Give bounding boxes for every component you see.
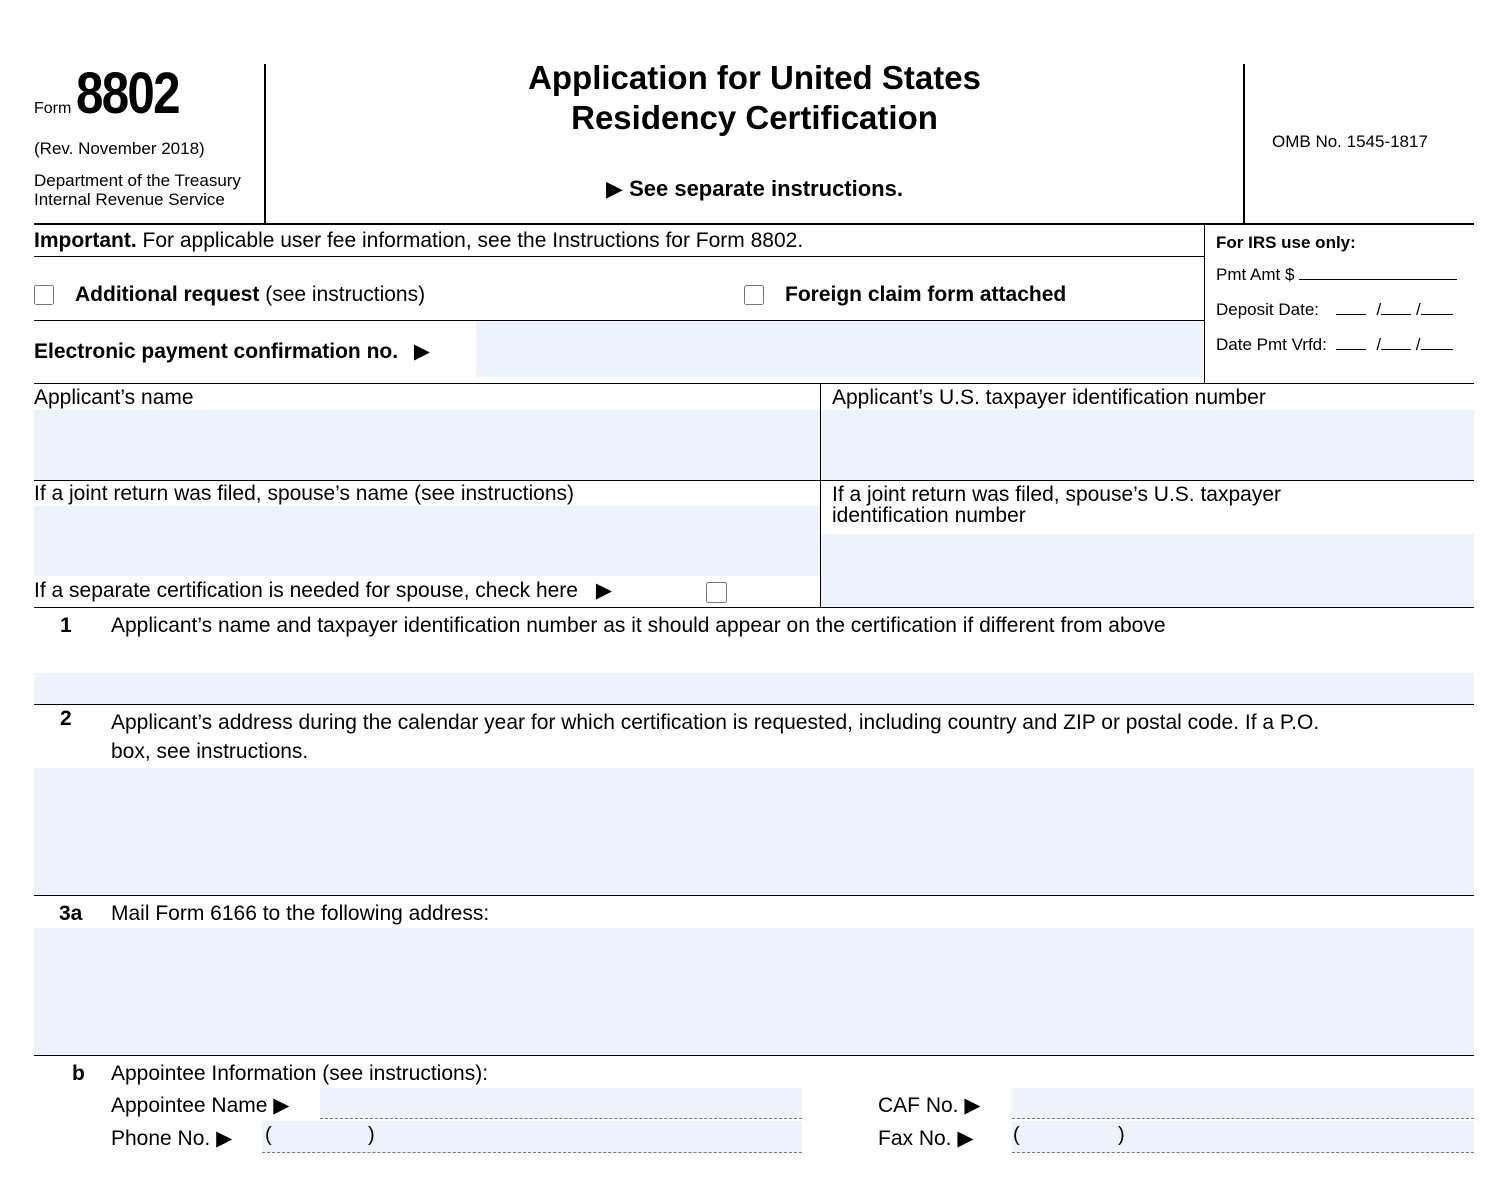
payment-confirmation-input[interactable] <box>476 321 1203 377</box>
header-divider-right <box>1243 64 1245 223</box>
phone-number-field <box>262 1121 802 1153</box>
irs-vrfd-slash1: / <box>1376 335 1382 354</box>
line3a-label: Mail Form 6166 to the following address: <box>111 902 490 925</box>
additional-request-checkbox[interactable] <box>34 285 54 305</box>
spouse-name-input[interactable] <box>34 506 820 576</box>
payment-rule <box>34 383 1474 384</box>
fax-paren-close: ) <box>1118 1124 1125 1146</box>
see-instructions <box>266 176 1243 202</box>
payment-confirmation-text: Electronic payment confirmation no. <box>34 340 399 363</box>
line2-input[interactable] <box>34 768 1474 895</box>
irs-use-divider <box>1204 225 1205 383</box>
irs-date-pmt-vrfd-label: Date Pmt Vrfd: <box>1216 335 1327 354</box>
form-title-line1: Application for United States <box>528 59 981 96</box>
phone-paren-close: ) <box>368 1124 375 1146</box>
payment-confirmation-label <box>34 339 430 364</box>
irs-deposit-year-blank <box>1421 300 1453 315</box>
irs-date-pmt-vrfd <box>1216 335 1453 355</box>
fax-number-label: Fax No. ▶ <box>878 1127 974 1150</box>
foreign-claim-checkbox[interactable] <box>744 285 764 305</box>
additional-request-rest: (see instructions) <box>265 283 426 306</box>
line3b-number: b <box>72 1062 85 1085</box>
separate-certification-text: If a separate certification is needed for spouse, check here <box>34 579 578 602</box>
applicant-tin-label: Applicant’s U.S. taxpayer identification number <box>832 386 1266 409</box>
arrow-right-icon: ▶ <box>413 340 431 363</box>
irs-pmt-amt-label: Pmt Amt $ <box>1216 265 1295 284</box>
irs-vrfd-slash2: / <box>1415 335 1421 354</box>
applicant-rule <box>34 480 1474 481</box>
fax-number-field <box>1012 1121 1474 1153</box>
form-revision: (Rev. November 2018) <box>34 139 205 158</box>
line1-rule <box>34 704 1474 705</box>
irs-pmt-amt-blank <box>1299 265 1457 280</box>
irs-vrfd-year-blank <box>1421 335 1453 350</box>
important-note <box>34 229 803 253</box>
irs-deposit-slash1: / <box>1376 300 1382 319</box>
line1-number: 1 <box>60 614 72 637</box>
form-title-line2: Residency Certification <box>571 99 938 136</box>
irs-pmt-amt <box>1216 265 1457 285</box>
see-instructions-text: See separate instructions. <box>629 176 903 201</box>
irs-deposit-date-label: Deposit Date: <box>1216 300 1319 319</box>
applicant-tin-input[interactable] <box>821 410 1474 480</box>
additional-request-label <box>75 283 425 307</box>
arrow-right-icon: ▶ <box>606 176 623 201</box>
important-bold: Important. <box>34 229 137 252</box>
applicant-bottom-rule <box>34 607 1474 608</box>
spouse-tin-label <box>832 484 1281 526</box>
spouse-name-label: If a joint return was filed, spouse’s name (see instructions) <box>34 482 575 505</box>
phone-number-input[interactable] <box>276 1123 796 1149</box>
foreign-claim-label: Foreign claim form attached <box>785 283 1067 306</box>
line2-number: 2 <box>60 707 72 730</box>
irs-deposit-day-blank <box>1381 300 1411 315</box>
separate-certification-checkbox[interactable] <box>706 582 727 603</box>
line3a-input[interactable] <box>34 928 1474 1055</box>
phone-number-label: Phone No. ▶ <box>111 1127 233 1150</box>
line3a-rule <box>34 1055 1474 1056</box>
irs-deposit-month-blank <box>1336 300 1366 315</box>
spouse-tin-input[interactable] <box>821 534 1474 607</box>
irs-deposit-slash2: / <box>1415 300 1421 319</box>
form-label <box>34 60 197 127</box>
line2-label-line1: Applicant’s address during the calendar year for which certification is requested, including country and ZIP or postal code. If a P.O. <box>111 711 1320 734</box>
fax-number-input[interactable] <box>1024 1123 1468 1149</box>
line1-label: Applicant’s name and taxpayer identification number as it should appear on the certification if different from above <box>111 614 1166 637</box>
form-number: 8802 <box>75 61 179 126</box>
irs-name: Internal Revenue Service <box>34 190 225 209</box>
line3a-number: 3a <box>59 902 83 925</box>
appointee-name-input[interactable] <box>320 1088 802 1119</box>
important-rule <box>34 256 1204 257</box>
irs-use-title: For IRS use only: <box>1216 233 1356 252</box>
spouse-tin-label-line2: identification number <box>832 504 1026 527</box>
form-word: Form <box>34 100 72 117</box>
applicant-name-label: Applicant’s name <box>34 386 194 409</box>
fax-paren-open: ( <box>1013 1124 1020 1146</box>
arrow-right-icon: ▶ <box>595 579 612 602</box>
line2-label-line2: box, see instructions. <box>111 740 309 763</box>
irs-vrfd-day-blank <box>1381 335 1411 350</box>
line2-rule <box>34 895 1474 896</box>
important-text: For applicable user fee information, see the Instructions for Form 8802. <box>142 229 804 252</box>
separate-certification-label <box>34 578 612 603</box>
irs-vrfd-month-blank <box>1336 335 1366 350</box>
line1-input[interactable] <box>34 673 1474 704</box>
caf-number-label: CAF No. ▶ <box>878 1094 981 1117</box>
omb-number: OMB No. 1545-1817 <box>1272 132 1428 151</box>
dept-treasury: Department of the Treasury <box>34 171 241 190</box>
header-bottom-rule <box>34 223 1474 225</box>
appointee-name-label: Appointee Name ▶ <box>111 1094 290 1117</box>
form-title <box>266 58 1243 138</box>
applicant-name-input[interactable] <box>34 410 820 480</box>
phone-paren-open: ( <box>265 1124 272 1146</box>
line3b-label: Appointee Information (see instructions): <box>111 1062 489 1085</box>
line2-label <box>111 708 1319 766</box>
irs-deposit-date <box>1216 300 1453 320</box>
spouse-tin-label-line1: If a joint return was filed, spouse’s U.S. taxpayer <box>832 483 1281 506</box>
additional-request-bold: Additional request <box>75 283 260 306</box>
caf-number-input[interactable] <box>1012 1088 1474 1119</box>
